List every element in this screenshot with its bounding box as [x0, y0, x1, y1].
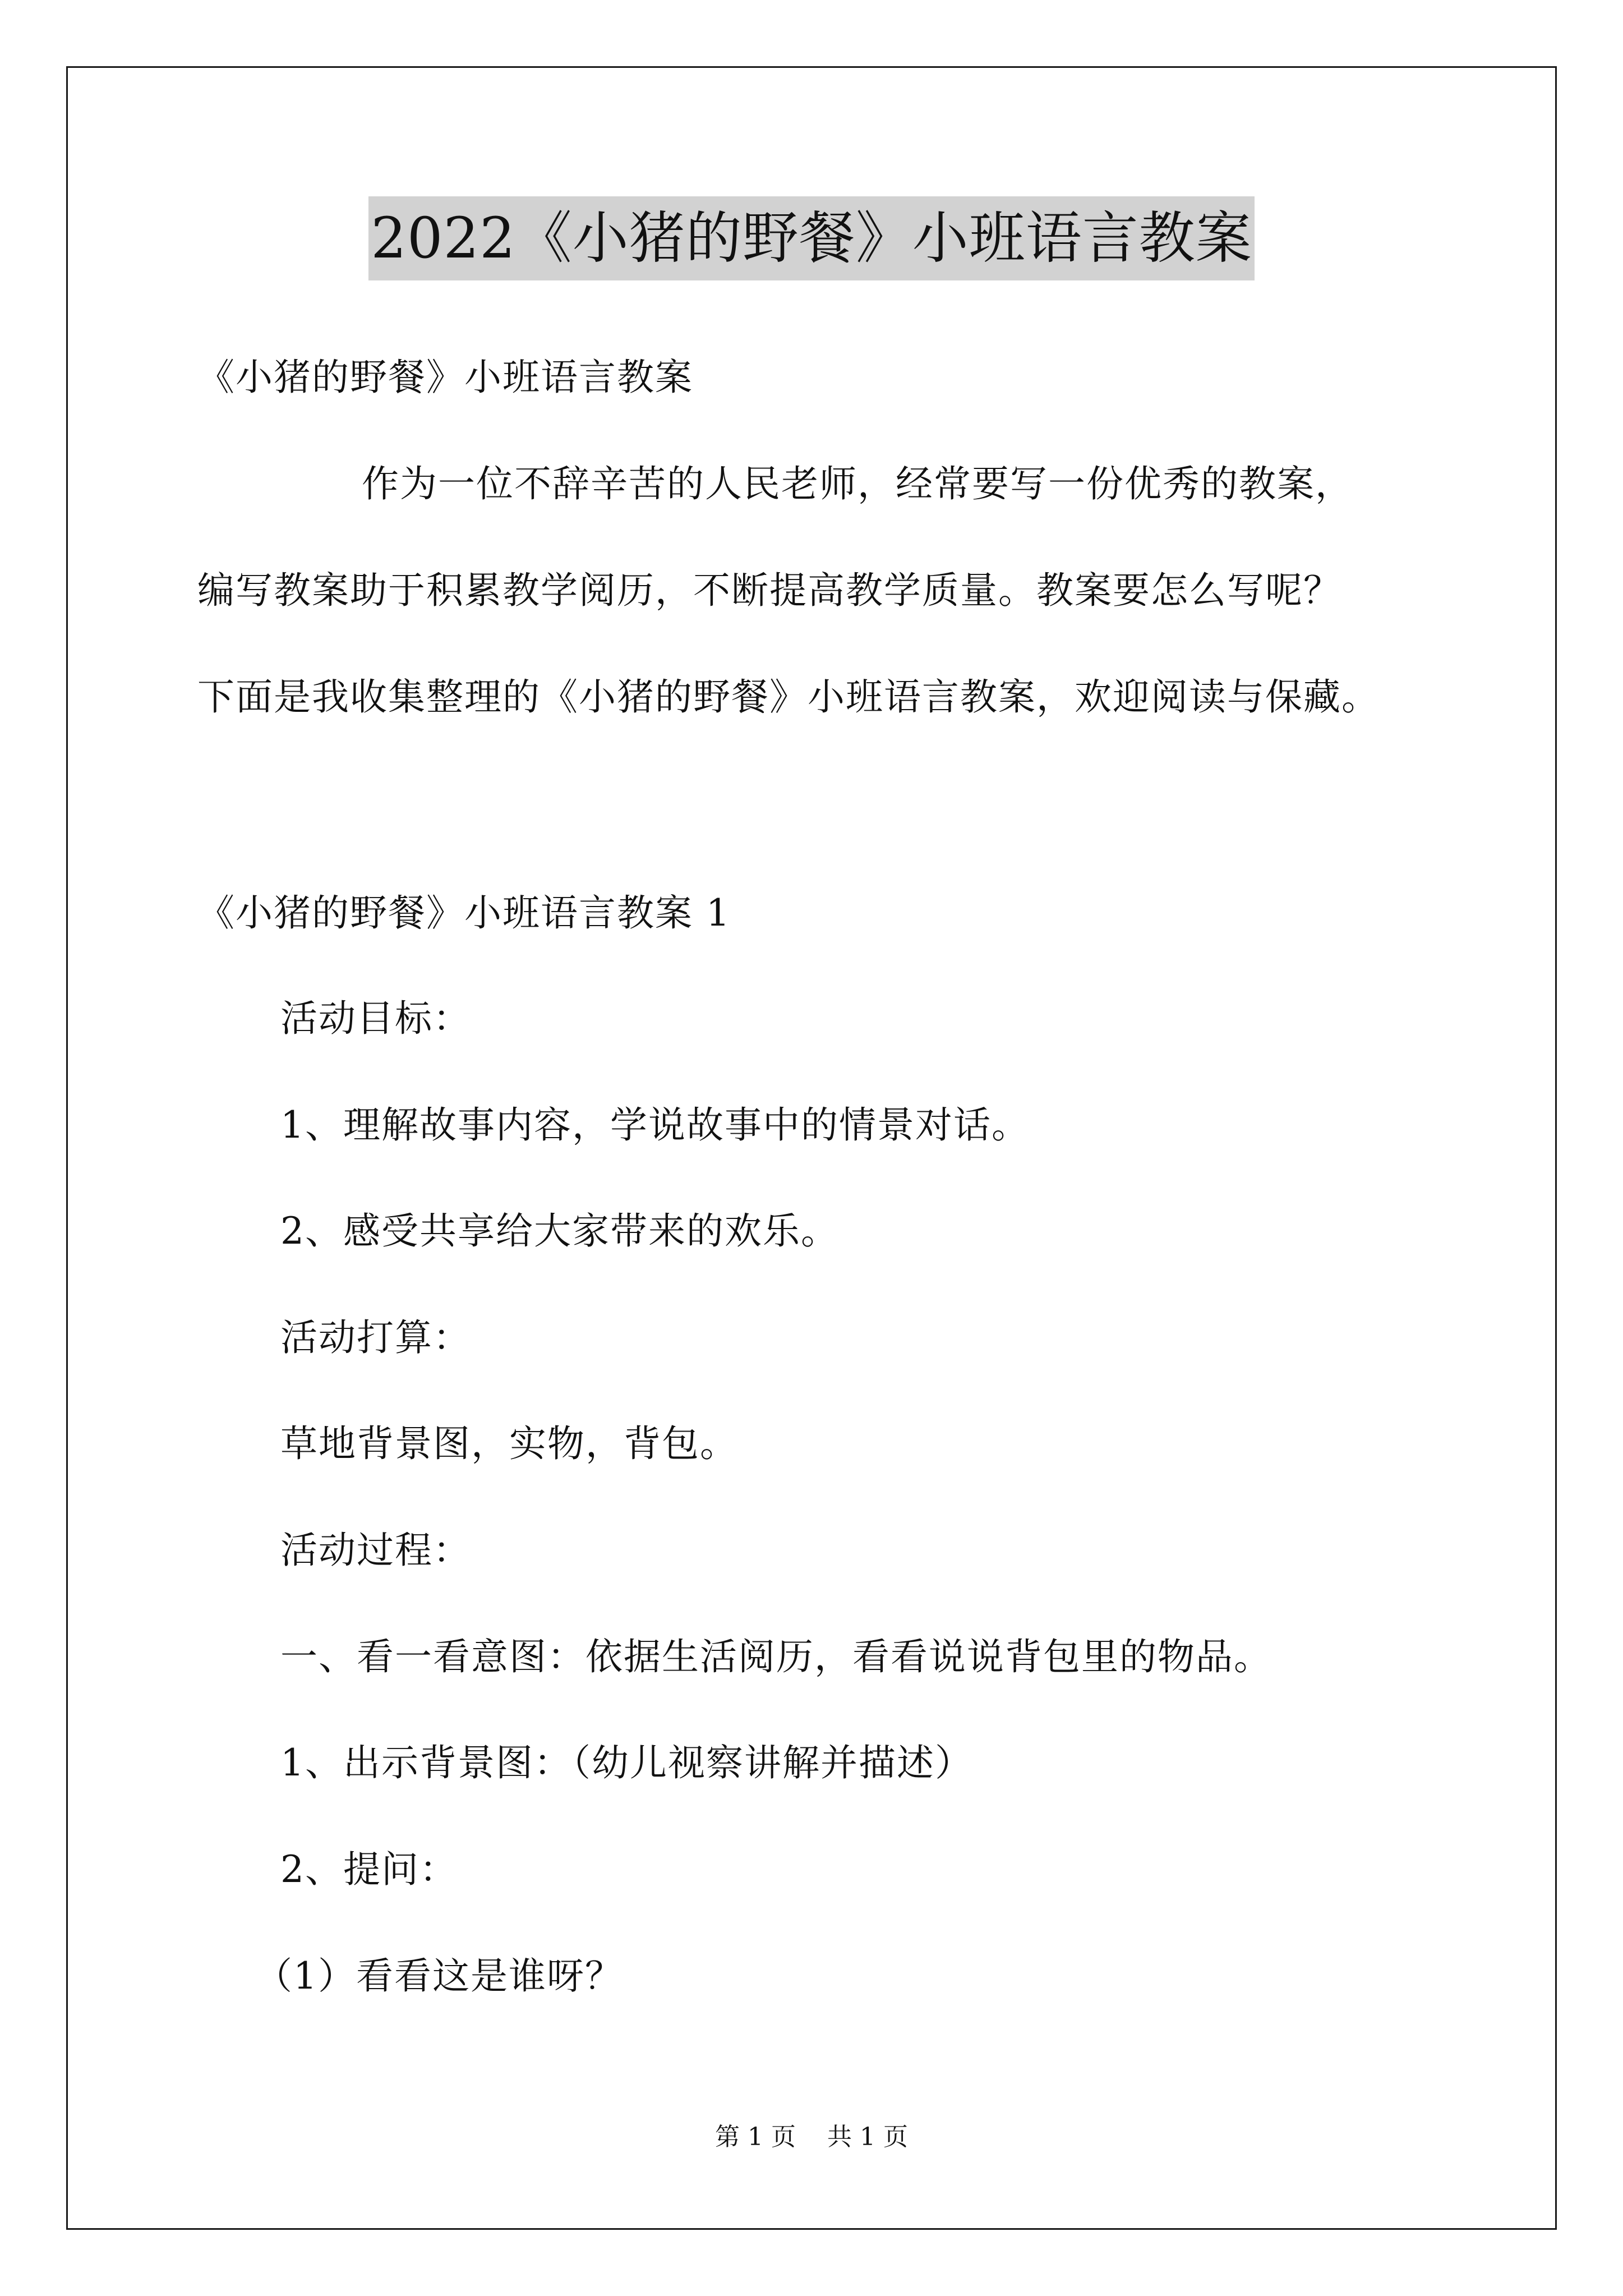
body-line-6: 活动过程： [280, 1529, 471, 1572]
body-line-5: 草地背景图，实物，背包。 [280, 1422, 738, 1465]
section-heading: 《小猪的野餐》小班语言教案 1 [197, 891, 731, 935]
body-line-1: 活动目标： [280, 997, 471, 1040]
title-container [0, 196, 1623, 280]
page-number-current: 第 1 页 [715, 2123, 796, 2151]
intro-line-2: 编写教案助于积累教学阅历，不断提高教学质量。教案要怎么写呢？ [197, 569, 1341, 612]
body-line-4: 活动打算： [280, 1316, 471, 1359]
body-line-10: （1）看看这是谁呀？ [255, 1954, 623, 1998]
intro-line-1: 作为一位不辞辛苦的人民老师，经常要写一份优秀的教案， [362, 462, 1353, 505]
body-line-9: 2、提问： [280, 1848, 458, 1891]
document-subtitle: 《小猪的野餐》小班语言教案 [197, 356, 693, 399]
body-line-8: 1、出示背景图：（幼儿视察讲解并描述） [280, 1741, 973, 1784]
body-line-2: 1、理解故事内容，学说故事中的情景对话。 [280, 1103, 1030, 1147]
page-footer [0, 2120, 1623, 2154]
page-number-total: 共 1 页 [827, 2123, 908, 2151]
body-line-3: 2、感受共享给大家带来的欢乐。 [280, 1209, 839, 1253]
body-line-7: 一、看一看意图：依据生活阅历，看看说说背包里的物品。 [280, 1635, 1272, 1678]
intro-line-3: 下面是我收集整理的《小猪的野餐》小班语言教案，欢迎阅读与保藏。 [197, 675, 1380, 719]
document-title: 2022《小猪的野餐》小班语言教案 [368, 196, 1255, 280]
